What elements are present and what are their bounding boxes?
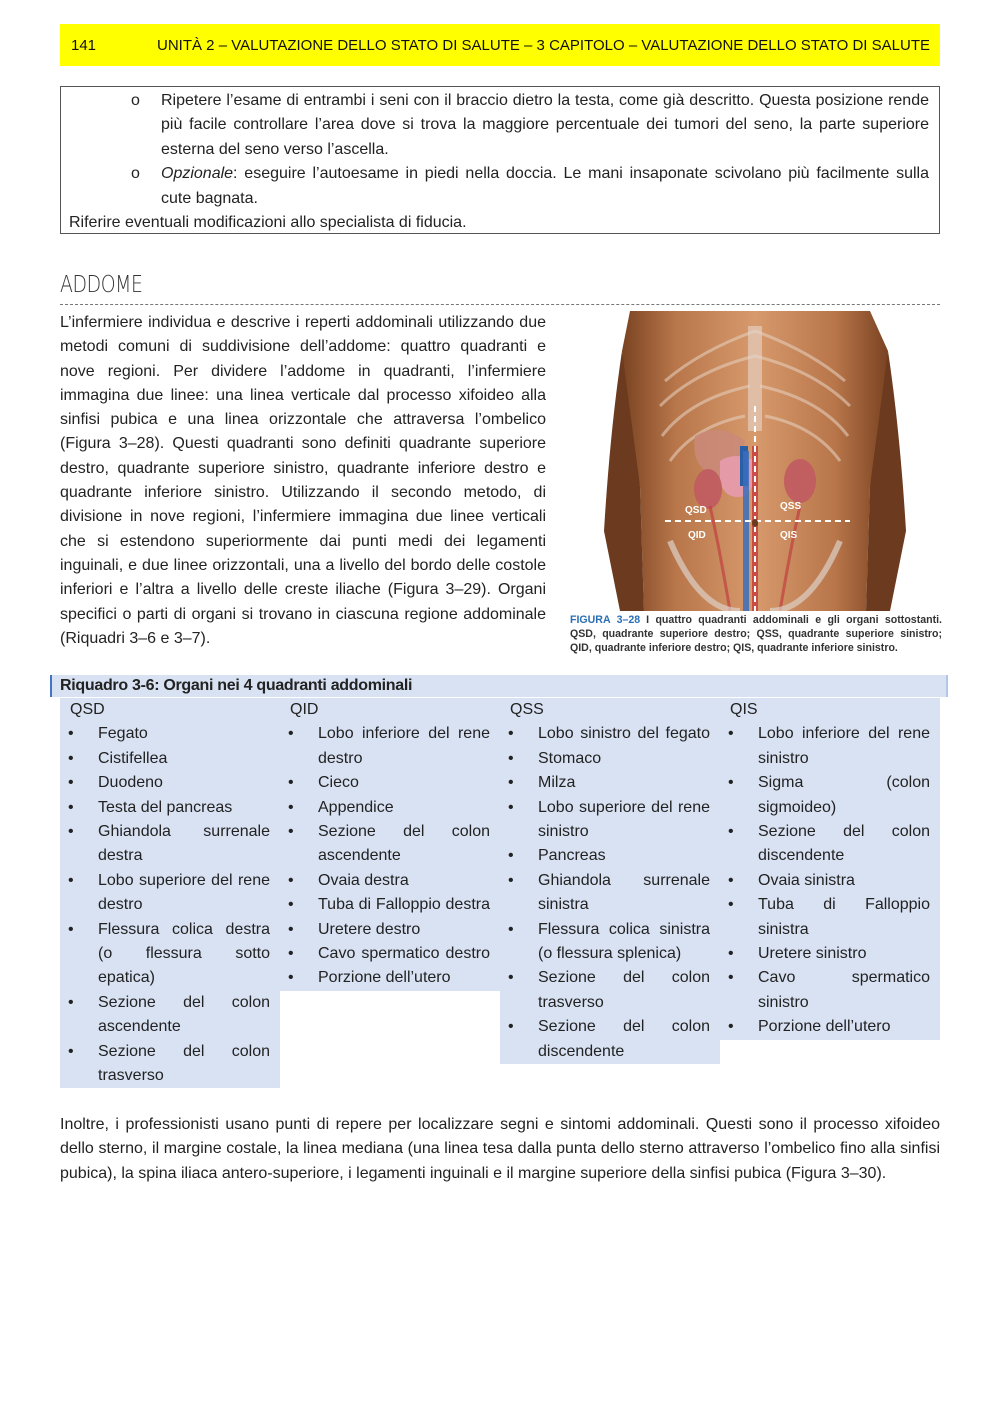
bullet-dot: •	[288, 725, 294, 743]
bullet-dot: •	[288, 896, 294, 914]
bullet-dot: •	[68, 920, 74, 938]
organ-name: Flessura colica destra (o flessura sotto epatica)	[98, 920, 270, 987]
organ-name: Sezione del colon discendente	[538, 1018, 710, 1060]
quadrant-header: QIS	[720, 698, 940, 722]
organ-name: Pancreas	[538, 847, 606, 865]
caption-text: I quattro quadranti addominali e gli organi sottostanti. QSD, quadrante superiore destro; QSS, quadrante superiore sinistro; QID, quadrante inferiore destro; QIS, quadrante inferiore sinistro.	[570, 614, 942, 654]
bullet-dot: •	[288, 798, 294, 816]
organ-list	[280, 722, 500, 990]
organ-list-item	[720, 942, 940, 966]
bullet-dot: •	[508, 920, 514, 938]
organ-list-item	[500, 918, 720, 967]
figure-label: FIGURA 3–28	[570, 614, 641, 626]
organ-name: Tuba di Falloppio destra	[318, 896, 490, 914]
organ-list-item	[720, 869, 940, 893]
bullet-dot: •	[508, 1018, 514, 1036]
bullet-marker: o	[131, 92, 140, 109]
organ-name: Sigma (colon sigmoideo)	[758, 774, 930, 816]
quadrant-header: QID	[280, 698, 500, 722]
bullet-dot: •	[508, 774, 514, 792]
organ-list	[720, 722, 940, 1039]
bullet-dot: •	[728, 774, 734, 792]
organ-list	[500, 722, 720, 1064]
organ-name: Porzione dell’utero	[318, 969, 451, 987]
organ-name: Sezione del colon trasverso	[538, 969, 710, 1011]
quadrant-column-qsd	[60, 698, 280, 1088]
organ-name: Stomaco	[538, 749, 602, 767]
quadrant-header: QSS	[500, 698, 720, 722]
sternum	[748, 326, 762, 431]
organ-list-item	[60, 991, 280, 1040]
organ-list-item	[280, 820, 500, 869]
organ-name: Uretere sinistro	[758, 945, 867, 963]
bullet-dot: •	[728, 969, 734, 987]
quadrant-column-qis	[720, 698, 940, 1088]
organ-list-item	[280, 796, 500, 820]
organ-list-item	[60, 796, 280, 820]
organ-list-item	[500, 869, 720, 918]
organ-name: Sezione del colon ascendente	[318, 823, 490, 865]
organ-name: Ghiandola surrenale destra	[98, 823, 270, 865]
bullet-dot: •	[288, 945, 294, 963]
quadrant-column-qss	[500, 698, 720, 1088]
organ-list-item	[60, 1040, 280, 1089]
bullet-dot: •	[728, 896, 734, 914]
section-divider	[60, 304, 940, 305]
box-footer: Riferire eventuali modificazioni allo specialista di fiducia.	[69, 214, 467, 232]
organ-name: Lobo superiore del rene sinistro	[538, 798, 710, 841]
kidney-right	[694, 469, 722, 509]
organ-list-item	[280, 918, 500, 942]
box-bullet-text	[161, 162, 929, 211]
bullet-dot: •	[68, 725, 74, 743]
bullet-dot: •	[728, 871, 734, 889]
label-qsd: QSD	[685, 505, 707, 516]
running-header	[60, 24, 940, 66]
organ-name: Appendice	[318, 798, 394, 816]
bullet-dot: •	[288, 920, 294, 938]
self-exam-box	[60, 86, 940, 234]
bullet-dot: •	[68, 871, 74, 889]
organ-name: Sezione del colon trasverso	[98, 1042, 270, 1085]
organ-name: Sezione del colon ascendente	[98, 993, 270, 1036]
bullet-dot: •	[68, 1042, 74, 1060]
bullet-dot: •	[508, 969, 514, 987]
organ-list-item	[280, 869, 500, 893]
bullet-dot: •	[728, 945, 734, 963]
organ-list-item	[280, 966, 500, 990]
organ-name: Cavo spermatico sinistro	[758, 969, 930, 1011]
organ-name: Sezione del colon discendente	[758, 823, 930, 865]
bullet-dot: •	[508, 871, 514, 889]
organ-name: Fegato	[98, 725, 148, 743]
header-title: UNITÀ 2 – VALUTAZIONE DELLO STATO DI SALUTE – 3 CAPITOLO – VALUTAZIONE DELLO STATO DI SALUTE	[157, 36, 930, 54]
organ-list-item	[60, 918, 280, 991]
bullet-dot: •	[288, 823, 294, 841]
organ-name: Lobo inferiore del rene sinistro	[758, 725, 930, 767]
bullet-dot: •	[728, 725, 734, 743]
organ-list-item	[500, 796, 720, 845]
organ-list-item	[500, 844, 720, 868]
organ-list-item	[60, 771, 280, 795]
organ-list	[60, 722, 280, 1088]
bullet-dot: •	[508, 725, 514, 743]
organ-list-item	[720, 722, 940, 771]
bullet-dot: •	[508, 798, 514, 816]
organ-list-item	[720, 820, 940, 869]
umbilicus	[752, 519, 758, 527]
organ-list-item	[720, 771, 940, 820]
organ-list-item	[60, 820, 280, 869]
organ-name: Testa del pancreas	[98, 798, 233, 816]
bullet-dot: •	[68, 774, 74, 792]
bullet-dot: •	[68, 993, 74, 1011]
organ-list-item	[720, 893, 940, 942]
label-qid: QID	[688, 530, 706, 541]
organ-list-item	[280, 893, 500, 917]
organ-list-item	[280, 771, 500, 795]
bullet-marker: o	[131, 165, 140, 183]
bullet-dot: •	[68, 749, 74, 767]
kidney-left	[784, 459, 816, 503]
organ-name: Tuba di Falloppio sinistra	[758, 896, 930, 938]
organ-list-item	[280, 942, 500, 966]
bullet-dot: •	[288, 969, 294, 987]
organ-list-item	[60, 747, 280, 771]
optional-text: : eseguire l’autoesame in piedi nella doccia. Le mani insaponate scivolano più facilmente sulla cute bagnata.	[161, 165, 929, 207]
organ-list-item	[720, 1015, 940, 1039]
torso-illustration	[570, 311, 940, 611]
organ-list-item	[500, 747, 720, 771]
figure-caption	[570, 613, 942, 655]
abdomen-paragraph: L’infermiere individua e descrive i reperti addominali utilizzando due metodi comuni di suddivisione dell’addome: quattro quadranti e nove regioni. Per dividere l’addome in quadranti, l’infermiere immagina due linee: una linea verticale dal processo xifoideo alla sinfisi pubica e una linea orizzontale che attraversa l’ombelico (Figura 3–28). Questi quadranti sono definiti quadrante superiore destro, quadrante superiore sinistro, quadrante inferiore destro e quadrante inferiore sinistro. Utilizzando il secondo metodo, di divisione in nove regioni, l’infermiere immagina due linee verticali che si estendono superiormente dai punti medi dei legamenti inguinali, e due linee orizzontali, una a livello del bordo delle costole inferiori e l’altra a livello delle creste iliache (Figura 3–29). Organi specifici o parti di organi si trovano in ciascuna regione addominale (Riquadri 3–6 e 3–7).	[60, 314, 546, 647]
organ-name: Cieco	[318, 774, 359, 792]
organ-list-item	[500, 1015, 720, 1064]
label-qis: QIS	[780, 530, 798, 541]
bullet-dot: •	[288, 774, 294, 792]
landmarks-paragraph: Inoltre, i professionisti usano punti di repere per localizzare segni e sintomi addominali. Questi sono il processo xifoideo dello sterno, il margine costale, la linea mediana (una linea tesa dalla punta dello sterno attraverso l’ombelico fino alla sinfisi pubica), la spina iliaca antero-superiore, i legamenti inguinali e il margine superiore della sinfisi pubica (Figura 3–30).	[60, 1116, 940, 1182]
section-title: ADDOME	[60, 272, 143, 298]
optional-label: Opzionale	[161, 165, 234, 183]
bullet-dot: •	[68, 798, 74, 816]
bullet-dot: •	[728, 823, 734, 841]
organ-list-item	[280, 722, 500, 771]
box-bullet-text: Ripetere l’esame di entrambi i seni con il braccio dietro la testa, come già descritto. Questa posizione rende più facile controllare l’area dove si trova la maggiore percentuale dei tumori del seno, la parte superiore esterna del seno verso l’ascella.	[161, 92, 929, 158]
organ-list-item	[60, 722, 280, 746]
organ-name: Ovaia destra	[318, 871, 409, 889]
organ-name: Uretere destro	[318, 920, 421, 938]
organ-list-item	[720, 966, 940, 1015]
quadrant-column-qid	[280, 698, 500, 1088]
organ-name: Lobo superiore del rene destro	[98, 871, 270, 914]
box-bullet-2	[131, 162, 929, 211]
quadrant-organs-table	[60, 698, 940, 1088]
organ-list-item	[60, 869, 280, 918]
organ-list-item	[500, 966, 720, 1015]
organ-name: Ovaia sinistra	[758, 871, 855, 889]
bullet-dot: •	[508, 749, 514, 767]
bullet-dot: •	[288, 871, 294, 889]
bullet-dot: •	[68, 823, 74, 841]
bullet-dot: •	[508, 847, 514, 865]
organ-name: Cavo spermatico destro	[318, 945, 490, 963]
organ-name: Duodeno	[98, 774, 163, 792]
organ-name: Lobo inferiore del rene destro	[318, 725, 490, 767]
organ-list-item	[500, 722, 720, 746]
page-number: 141	[71, 36, 97, 54]
bullet-dot: •	[728, 1018, 734, 1036]
organ-name: Flessura colica sinistra (o flessura splenica)	[538, 920, 710, 963]
label-qss: QSS	[780, 501, 802, 512]
organ-name: Porzione dell’utero	[758, 1018, 891, 1036]
riquadro-title: Riquadro 3-6: Organi nei 4 quadranti addominali	[50, 675, 948, 697]
organ-name: Ghiandola surrenale sinistra	[538, 871, 710, 914]
box-bullet-1	[131, 89, 929, 162]
quadrant-header: QSD	[60, 698, 280, 722]
organ-name: Cistifellea	[98, 749, 168, 767]
organ-list-item	[500, 771, 720, 795]
organ-name: Milza	[538, 774, 576, 792]
organ-name: Lobo sinistro del fegato	[538, 725, 710, 743]
